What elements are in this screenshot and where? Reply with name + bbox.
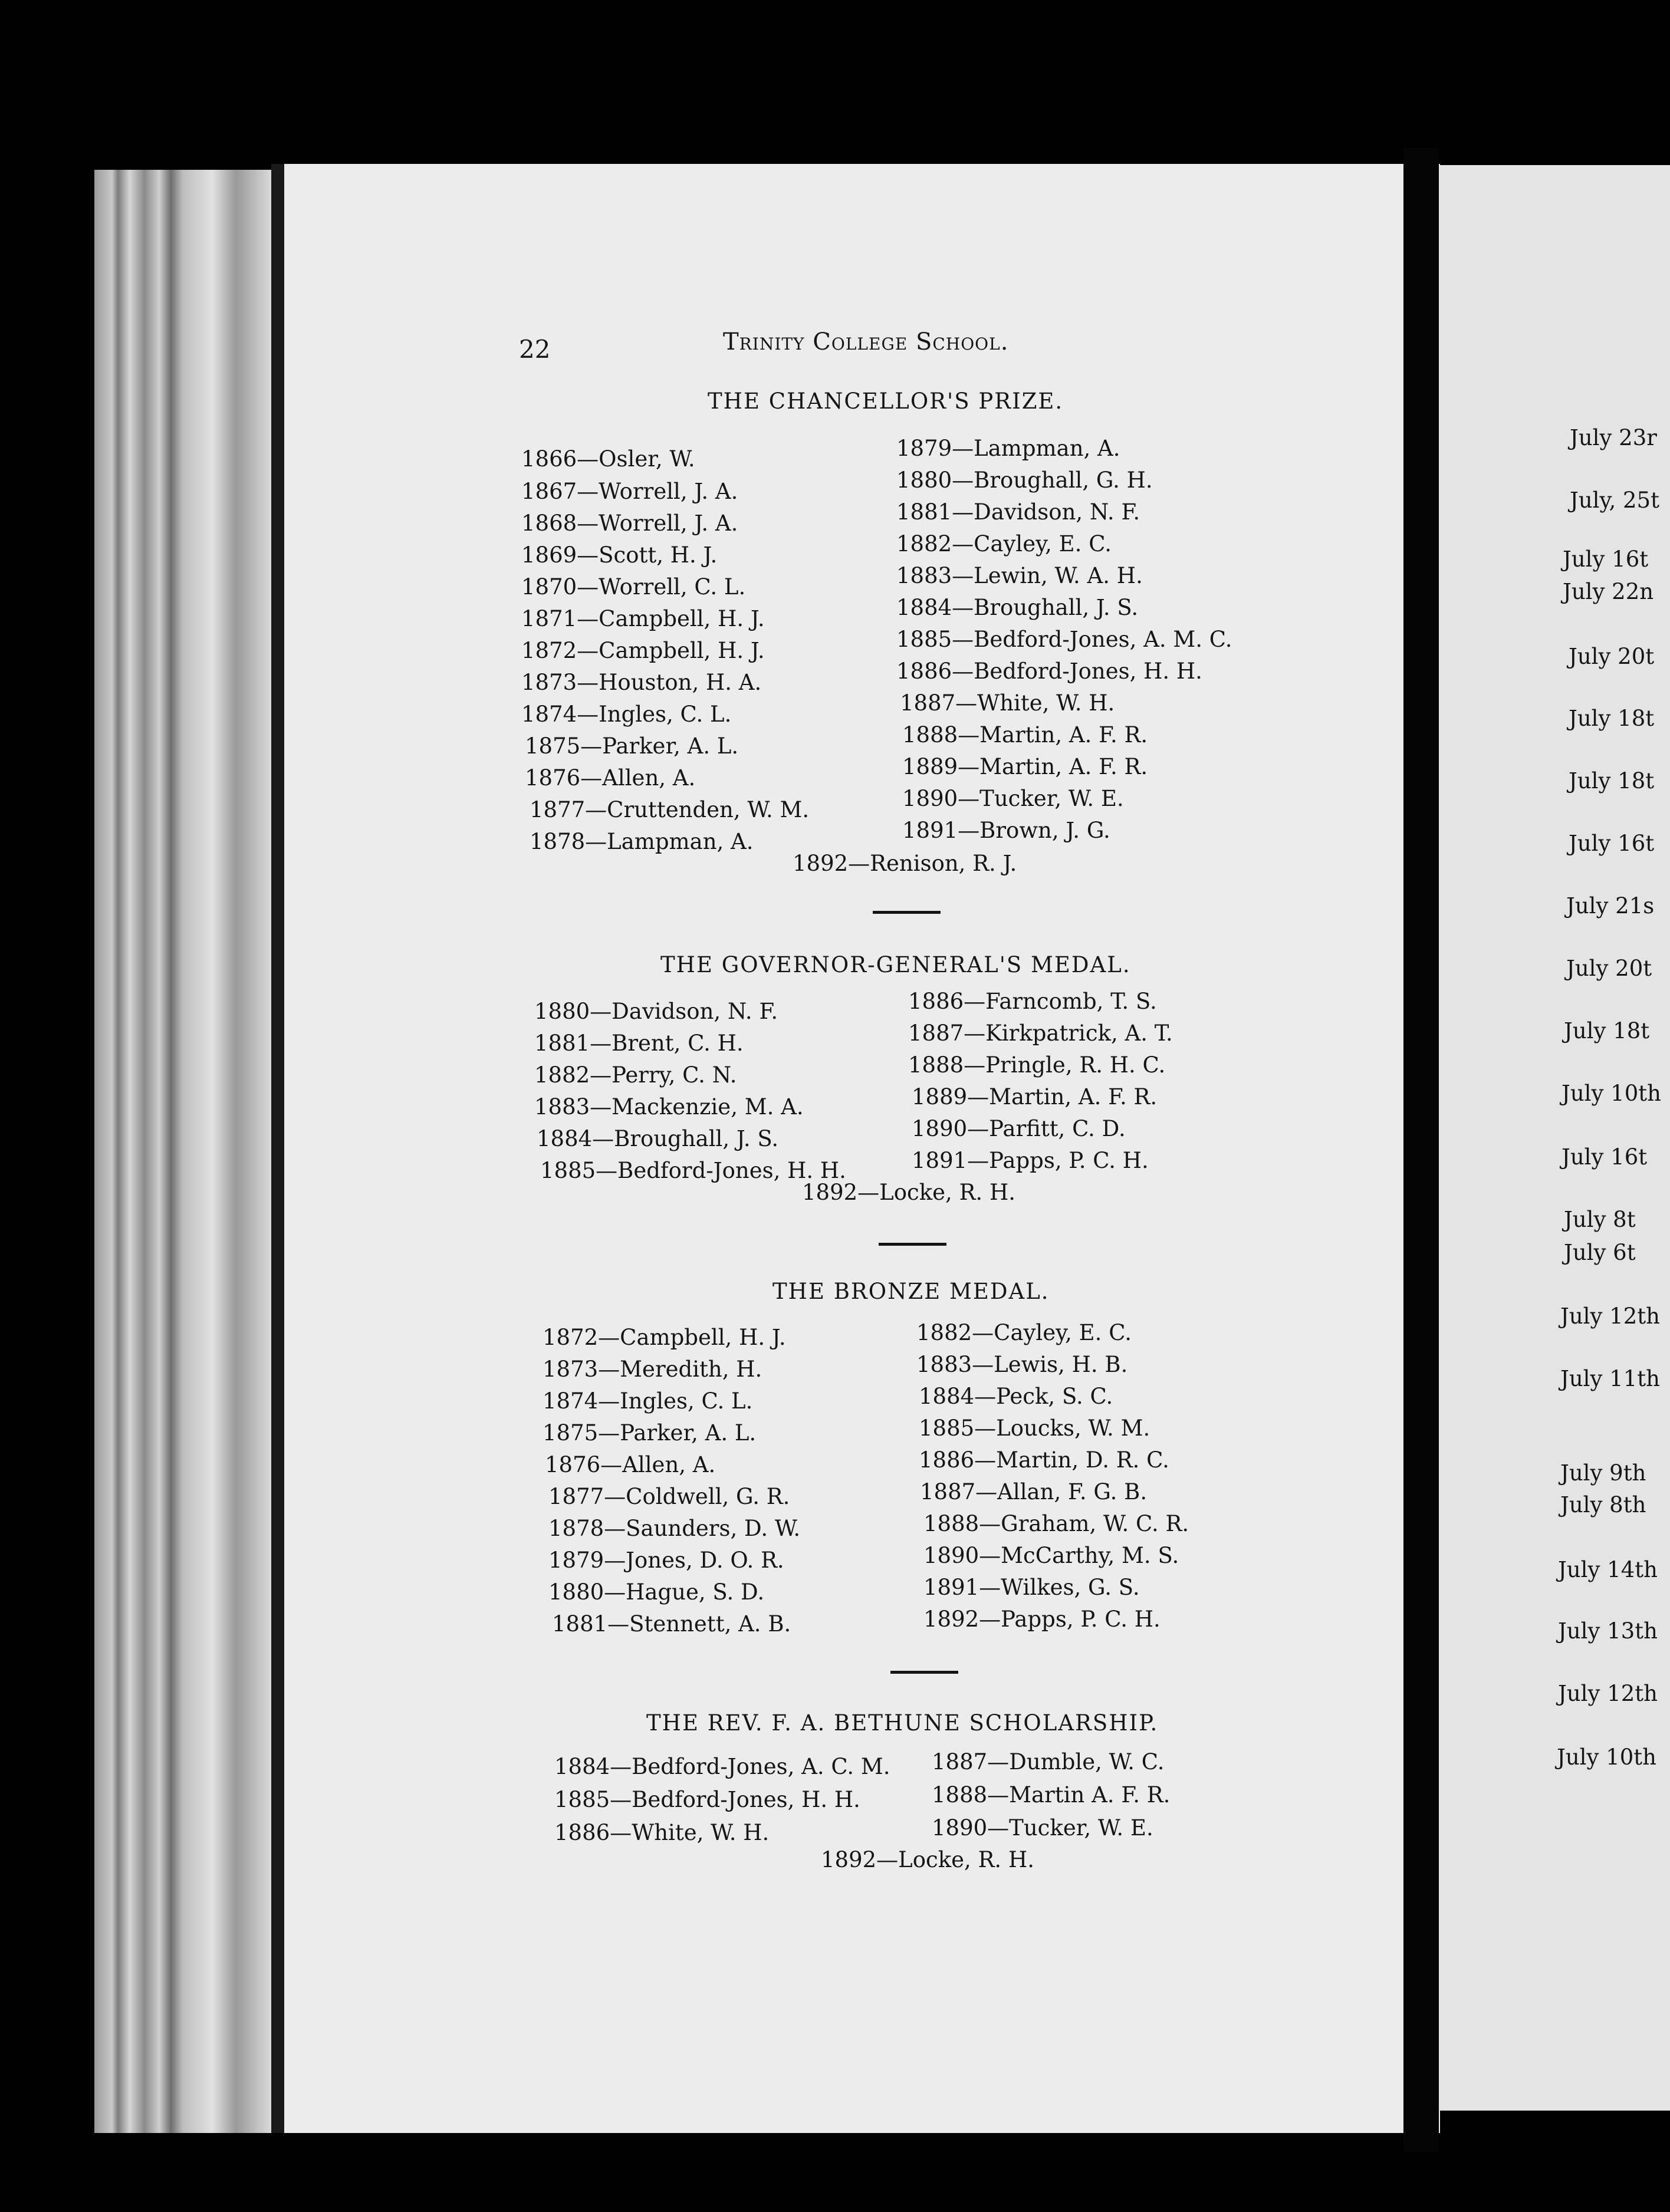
facing-page-entry: July 20t [1566,956,1652,981]
list-item: 1876—Allen, A. [525,765,696,791]
facing-page-entry: July 8t [1564,1207,1636,1232]
list-item: 1892—Papps, P. C. H. [923,1607,1161,1632]
left-page [271,164,1440,2133]
list-item: 1871—Campbell, H. J. [521,606,765,631]
facing-page-entry: July 11th [1560,1366,1660,1391]
list-item: 1882—Cayley, E. C. [896,531,1112,557]
list-item: 1867—Worrell, J. A. [521,479,738,504]
section-divider [873,911,941,914]
list-item: 1886—White, W. H. [554,1820,770,1845]
facing-page-entry: July 18t [1564,1018,1650,1044]
list-item: 1875—Parker, A. L. [543,1420,757,1446]
facing-page-entry: July 12th [1558,1681,1658,1706]
list-item: 1888—Martin, A. F. R. [902,722,1148,748]
section-title-governor-generals-medal: THE GOVERNOR-GENERAL'S MEDAL. [660,952,1131,977]
list-item: 1882—Perry, C. N. [534,1062,737,1088]
list-item: 1886—Martin, D. R. C. [919,1447,1169,1473]
facing-page-entry: July 16t [1563,547,1649,572]
list-item: 1883—Mackenzie, M. A. [534,1094,804,1120]
list-item: 1880—Davidson, N. F. [534,999,778,1024]
list-item: 1888—Graham, W. C. R. [923,1511,1189,1536]
list-item: 1877—Coldwell, G. R. [548,1484,790,1509]
list-item: 1891—Papps, P. C. H. [912,1148,1149,1173]
list-item: 1887—White, W. H. [900,690,1115,716]
facing-page-entry: July 16t [1569,831,1655,856]
list-item: 1878—Saunders, D. W. [548,1516,801,1541]
list-item: 1866—Osler, W. [521,446,695,472]
list-item: 1886—Farncomb, T. S. [908,989,1157,1014]
facing-page-entry: July 12th [1560,1304,1660,1329]
list-item: 1872—Campbell, H. J. [543,1325,786,1350]
section-title-chancellors-prize: THE CHANCELLOR'S PRIZE. [708,389,1064,414]
book-gutter [1403,147,1439,2152]
list-item: 1879—Lampman, A. [896,436,1120,461]
list-item: 1884—Bedford-Jones, A. C. M. [554,1754,890,1779]
facing-page-entry: July 10th [1561,1081,1661,1106]
final-entry: 1892—Locke, R. H. [821,1847,1034,1872]
running-head: Trinity College School. [723,328,1009,356]
list-item: 1881—Davidson, N. F. [896,499,1140,525]
list-item: 1876—Allen, A. [545,1452,716,1477]
facing-page-entry: July 22n [1563,579,1654,604]
page-number: 22 [519,335,551,364]
list-item: 1868—Worrell, J. A. [521,511,738,536]
list-item: 1882—Cayley, E. C. [916,1320,1132,1345]
list-item: 1883—Lewis, H. B. [916,1352,1128,1377]
facing-page-entry: July 20t [1569,644,1655,669]
list-item: 1885—Bedford-Jones, H. H. [540,1158,846,1183]
list-item: 1891—Wilkes, G. S. [923,1575,1140,1600]
list-item: 1884—Peck, S. C. [919,1384,1113,1409]
list-item: 1881—Brent, C. H. [534,1031,744,1056]
facing-page-entry: July 8th [1560,1492,1646,1518]
section-divider [879,1243,946,1246]
facing-page-entry: July 21s [1566,893,1655,919]
list-item: 1884—Broughall, J. S. [537,1126,779,1151]
list-item: 1889—Martin, A. F. R. [902,754,1148,779]
list-item: 1873—Meredith, H. [543,1357,762,1382]
list-item: 1880—Broughall, G. H. [896,468,1153,493]
facing-page-entry: July 9th [1560,1460,1646,1486]
list-item: 1886—Bedford-Jones, H. H. [896,659,1202,684]
facing-page-entry: July 23r [1570,425,1657,450]
list-item: 1870—Worrell, C. L. [521,574,746,600]
facing-page-entry: July 16t [1561,1144,1648,1170]
facing-page-entry: July 13th [1558,1618,1658,1644]
section-divider [890,1671,958,1674]
list-item: 1891—Brown, J. G. [902,818,1110,843]
facing-page-entry: July 14th [1558,1557,1658,1582]
list-item: 1889—Martin, A. F. R. [912,1084,1158,1110]
list-item: 1879—Jones, D. O. R. [548,1548,784,1573]
facing-page-entry: July, 25t [1570,488,1659,513]
list-item: 1874—Ingles, C. L. [521,702,732,727]
list-item: 1888—Pringle, R. H. C. [908,1052,1166,1078]
section-title-bethune-scholarship: THE REV. F. A. BETHUNE SCHOLARSHIP. [646,1710,1159,1736]
list-item: 1873—Houston, H. A. [521,670,762,695]
list-item: 1883—Lewin, W. A. H. [896,563,1143,588]
section-title-bronze-medal: THE BRONZE MEDAL. [772,1279,1050,1304]
list-item: 1887—Kirkpatrick, A. T. [908,1021,1173,1046]
list-item: 1869—Scott, H. J. [521,542,718,568]
list-item: 1890—McCarthy, M. S. [923,1543,1179,1568]
facing-page [1439,165,1670,2111]
list-item: 1884—Broughall, J. S. [896,595,1139,620]
list-item: 1885—Bedford-Jones, H. H. [554,1787,860,1812]
list-item: 1890—Parfitt, C. D. [912,1116,1126,1141]
facing-page-entry: July 18t [1569,768,1655,794]
list-item: 1878—Lampman, A. [530,829,754,854]
list-item: 1890—Tucker, W. E. [902,786,1124,811]
list-item: 1885—Loucks, W. M. [919,1416,1150,1441]
final-entry: 1892—Renison, R. J. [793,851,1017,876]
list-item: 1881—Stennett, A. B. [552,1611,791,1637]
facing-page-entry: July 10th [1557,1744,1656,1770]
list-item: 1885—Bedford-Jones, A. M. C. [896,627,1232,652]
list-item: 1874—Ingles, C. L. [543,1388,753,1414]
facing-page-entry: July 6t [1564,1240,1636,1265]
list-item: 1875—Parker, A. L. [525,733,739,759]
list-item: 1887—Allan, F. G. B. [920,1479,1148,1505]
list-item: 1877—Cruttenden, W. M. [530,797,810,822]
facing-page-entry: July 18t [1569,706,1655,731]
final-entry: 1892—Locke, R. H. [802,1180,1015,1205]
list-item: 1872—Campbell, H. J. [521,638,765,663]
list-item: 1888—Martin A. F. R. [932,1782,1171,1808]
list-item: 1880—Hague, S. D. [548,1579,765,1605]
list-item: 1890—Tucker, W. E. [932,1815,1153,1841]
list-item: 1887—Dumble, W. C. [932,1749,1165,1775]
